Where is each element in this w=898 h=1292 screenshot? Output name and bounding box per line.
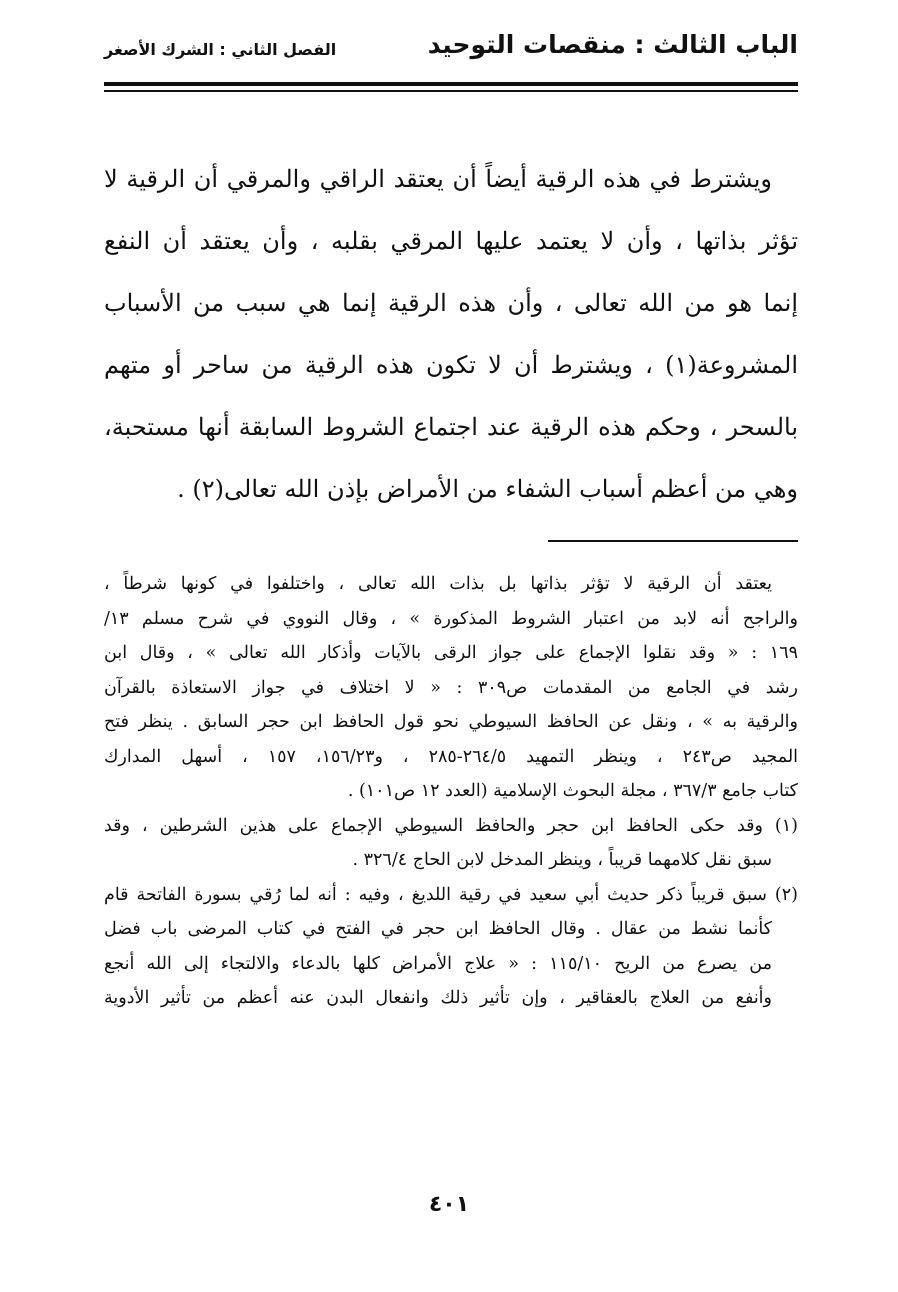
main-text-line: المشروعة(١) ، ويشترط أن لا تكون هذه الرقية من ساحر أو متهم	[104, 351, 798, 379]
footnote-line: (١) وقد حكى الحافظ ابن حجر والحافظ السيوطي الإجماع على هذين الشرطين ، وقد	[104, 815, 798, 836]
footnote-line: كتاب جامع ٣٦٧/٣ ، مجلة البحوث الإسلامية (العدد ١٢ ص١٠١) .	[347, 781, 798, 801]
section-title: الفصل الثاني : الشرك الأصغر	[104, 40, 337, 59]
footnote-line: المجيد ص٢٤٣ ، وينظر التمهيد ٢٦٤/٥-٢٨٥ ، و١٥٦/٢٣، ١٥٧ ، أسهل المدارك	[104, 746, 799, 767]
footnote-2	[104, 879, 798, 1017]
header-rule-thick	[104, 82, 798, 86]
footnote-line: من يصرع من الريح ١١٥/١٠ : « علاج الأمراض كلها بالدعاء والالتجاء إلى الله أنجع	[104, 953, 772, 974]
page-number: ٤٠١	[428, 1192, 470, 1217]
main-text-line: تؤثر بذاتها ، وأن لا يعتمد عليها المرقي بقلبه ، وأن يعتقد أن النفع	[104, 227, 798, 255]
main-text-line: إنما هو من الله تعالى ، وأن هذه الرقية إنما هي سبب من الأسباب	[104, 289, 798, 317]
main-text-line: بالسحر ، وحكم هذه الرقية عند اجتماع الشروط السابقة أنها مستحبة،	[104, 413, 798, 441]
footnote-1	[104, 810, 798, 879]
footnote-separator	[548, 540, 798, 542]
footnote-line: رشد في الجامع من المقدمات ص٣٠٩ : « لا اختلاف في جواز الاستعاذة بالقرآن	[104, 677, 798, 698]
footnotes	[104, 568, 798, 1017]
main-text-line: ويشترط في هذه الرقية أيضاً أن يعتقد الراقي والمرقي أن الرقية لا	[104, 165, 772, 193]
chapter-title: الباب الثالث : منقصات التوحيد	[427, 30, 798, 59]
footnote-line: والراجح أنه لابد من اعتبار الشروط المذكورة » ، وقال النووي في شرح مسلم ١٣/	[104, 608, 798, 629]
footnote-line: والرقية به » ، ونقل عن الحافظ السيوطي نحو قول الحافظ ابن حجر السابق . ينظر فتح	[104, 712, 798, 732]
footnote-line: (٢) سبق قريباً ذكر حديث أبي سعيد في رقية اللديغ ، وفيه : أنه لما رُقي بسورة الفاتحة قام	[104, 884, 798, 905]
header-rule-thin	[104, 90, 798, 92]
main-text	[104, 152, 798, 524]
main-text-line: وهي من أعظم أسباب الشفاء من الأمراض بإذن الله تعالى(٢) .	[177, 475, 798, 503]
footnote-line: ١٦٩ : « وقد نقلوا الإجماع على جواز الرقى بالآيات وأذكار الله تعالى » ، وقال ابن	[104, 643, 798, 663]
footnote-line: كأنما نشط من عقال . وقال الحافظ ابن حجر في الفتح في كتاب المرضى باب فضل	[104, 919, 772, 939]
running-header	[104, 28, 798, 70]
footnote-line: وأنفع من العلاج بالعقاقير ، وإن تأثير ذلك وانفعال البدن عنه أعظم من تأثير الأدوية	[104, 988, 772, 1008]
footnote-continuation	[104, 568, 798, 810]
footnote-line: يعتقد أن الرقية لا تؤثر بذاتها بل بذات الله تعالى ، واختلفوا في كونها شرطاً ،	[104, 574, 772, 594]
footnote-line: سبق نقل كلامهما قريباً ، وينظر المدخل لابن الحاج ٣٢٦/٤ .	[352, 850, 772, 870]
